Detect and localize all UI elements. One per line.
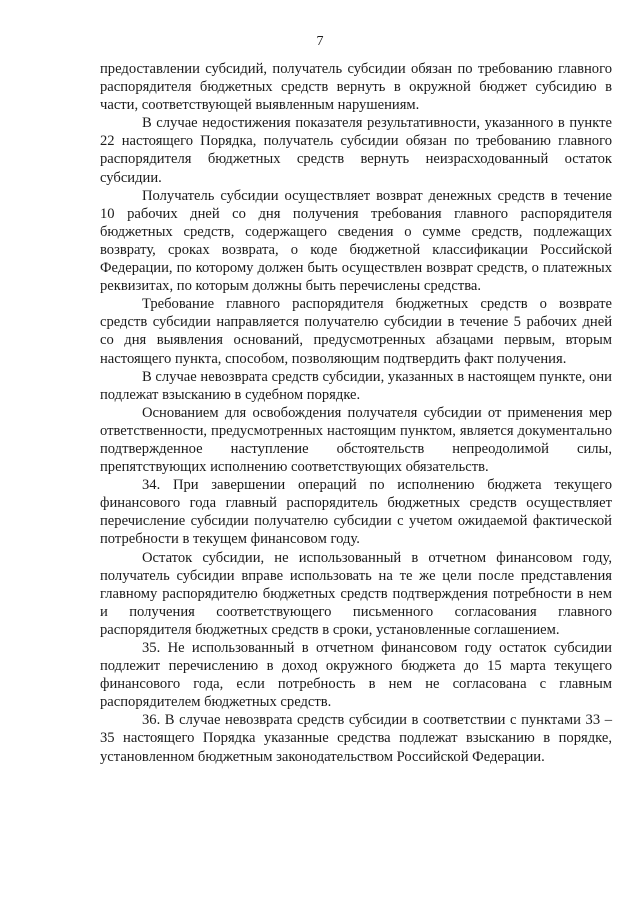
page-number: 7 bbox=[316, 34, 324, 49]
paragraph-unused-balance: Остаток субсидии, не использованный в отчетном финансовом году, получатель субсидии вправе использовать на те же цели после представления главному распорядителю бюджетных средств подтверждения потребности в нем и получения соответствующего письменного согласования главного распорядителя бюджетных средств в сроки, установленные соглашением. bbox=[100, 549, 612, 638]
paragraph-force-majeure: Основанием для освобождения получателя субсидии от применения мер ответственности, предусмотренных настоящим пунктом, является документально подтвержденное наступление обстоятельств непреодолимой силы, препятствующих исполнению соответствующих обязательств. bbox=[100, 404, 612, 476]
paragraph-continuation: предоставлении субсидий, получатель субсидии обязан по требованию главного распорядителя бюджетных средств вернуть в окружной бюджет субсидию в части, соответствующей выявленным нарушениям. bbox=[100, 61, 612, 114]
document-body bbox=[100, 60, 612, 766]
paragraph-performance-shortfall: В случае недостижения показателя результативности, указанного в пункте 22 настоящего Порядка, получатель субсидии обязан по требованию главного распорядителя бюджетных средств вернуть неизрасходованный остаток субсидии. bbox=[100, 115, 612, 186]
paragraph-clause-34: 34. При завершении операций по исполнению бюджета текущего финансового года главный распорядитель бюджетных средств осуществляет перечисление субсидии получателю субсидии с учетом ожидаемой фактической потребности в текущем финансовом году. bbox=[100, 477, 612, 548]
paragraph-clause-36: 36. В случае невозврата средств субсидии в соответствии с пунктами 33 – 35 настоящего Порядка указанные средства подлежат взысканию в порядке, установленном бюджетным законодательством Российской Федерации. bbox=[100, 712, 612, 765]
paragraph-refund-request: Требование главного распорядителя бюджетных средств о возврате средств субсидии направляется получателю субсидии в течение 5 рабочих дней со дня выявления оснований, предусмотренных абзацами первым, вторым настоящего пункта, способом, позволяющим подтвердить факт получения. bbox=[100, 296, 612, 367]
paragraph-clause-35: 35. Не использованный в отчетном финансовом году остаток субсидии подлежит перечислению в доход окружного бюджета до 15 марта текущего финансового года, если потребность в нем не согласована с главным распорядителем бюджетных средств. bbox=[100, 640, 612, 711]
paragraph-refund-terms: Получатель субсидии осуществляет возврат денежных средств в течение 10 рабочих дней со дня получения требования главного распорядителя бюджетных средств, содержащего сведения о сумме средств, подлежащих возврату, сроках возврата, о коде бюджетной классификации Российской Федерации, по которому должен быть осуществлен возврат средств, о платежных реквизитах, по которым должны быть перечислены средства. bbox=[100, 187, 612, 295]
paragraph-court-recovery: В случае невозврата средств субсидии, указанных в настоящем пункте, они подлежат взысканию в судебном порядке. bbox=[100, 368, 612, 403]
